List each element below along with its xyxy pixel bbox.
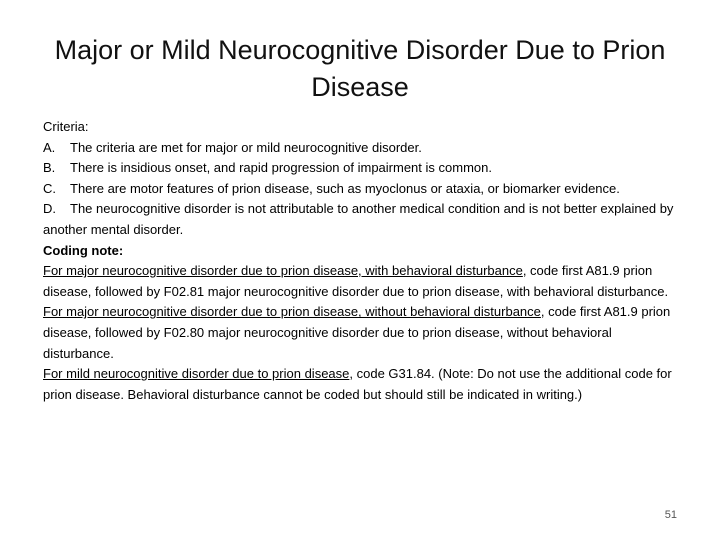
- coding-note-code-text: , code first A81.9 prion disease, followed by F02.81 major neurocognitive disorder due to prion disease, with behavioral disturbance.: [43, 263, 669, 299]
- slide-title: Major or Mild Neurocognitive Disorder Due to Prion Disease: [54, 35, 666, 102]
- page-number: 51: [664, 509, 677, 521]
- coding-note-code-text: , code first A81.9 prion disease, followed by F02.80 major neurocognitive disorder due to prion disease, without behavioral disturbance.: [43, 304, 671, 361]
- criterion-b: [43, 158, 683, 179]
- criteria-heading: Criteria:: [43, 119, 89, 134]
- coding-note-code-text: , code G31.84. (Note: Do not use the additional code for prion disease. Behavioral disturbance cannot be coded but should still be indicated in writing.): [43, 366, 672, 402]
- criterion-c: [43, 179, 683, 200]
- slide-body: [43, 117, 683, 405]
- criterion-text: The criteria are met for major or mild neurocognitive disorder.: [70, 139, 422, 155]
- criterion-marker: A.: [43, 139, 56, 155]
- criterion-a: [43, 138, 683, 159]
- criterion-text: There is insidious onset, and rapid progression of impairment is common.: [70, 160, 492, 176]
- coding-note-condition: For mild neurocognitive disorder due to prion disease: [43, 366, 350, 382]
- criterion-marker: D.: [43, 201, 56, 217]
- criterion-text: The neurocognitive disorder is not attributable to another medical condition and is not better explained by another mental disorder.: [43, 201, 674, 237]
- coding-note-1: [43, 261, 683, 302]
- criterion-text: There are motor features of prion disease, such as myoclonus or ataxia, or biomarker evidence.: [70, 180, 620, 196]
- criterion-d: [43, 199, 683, 240]
- coding-note-heading: Coding note:: [43, 242, 124, 258]
- criterion-marker: C.: [43, 180, 56, 196]
- coding-note-2: [43, 302, 683, 364]
- criterion-marker: B.: [43, 160, 56, 176]
- coding-note-condition: For major neurocognitive disorder due to prion disease, without behavioral disturbance: [43, 304, 541, 320]
- coding-note-condition: For major neurocognitive disorder due to prion disease, with behavioral disturbance: [43, 263, 523, 279]
- coding-note-3: [43, 364, 683, 405]
